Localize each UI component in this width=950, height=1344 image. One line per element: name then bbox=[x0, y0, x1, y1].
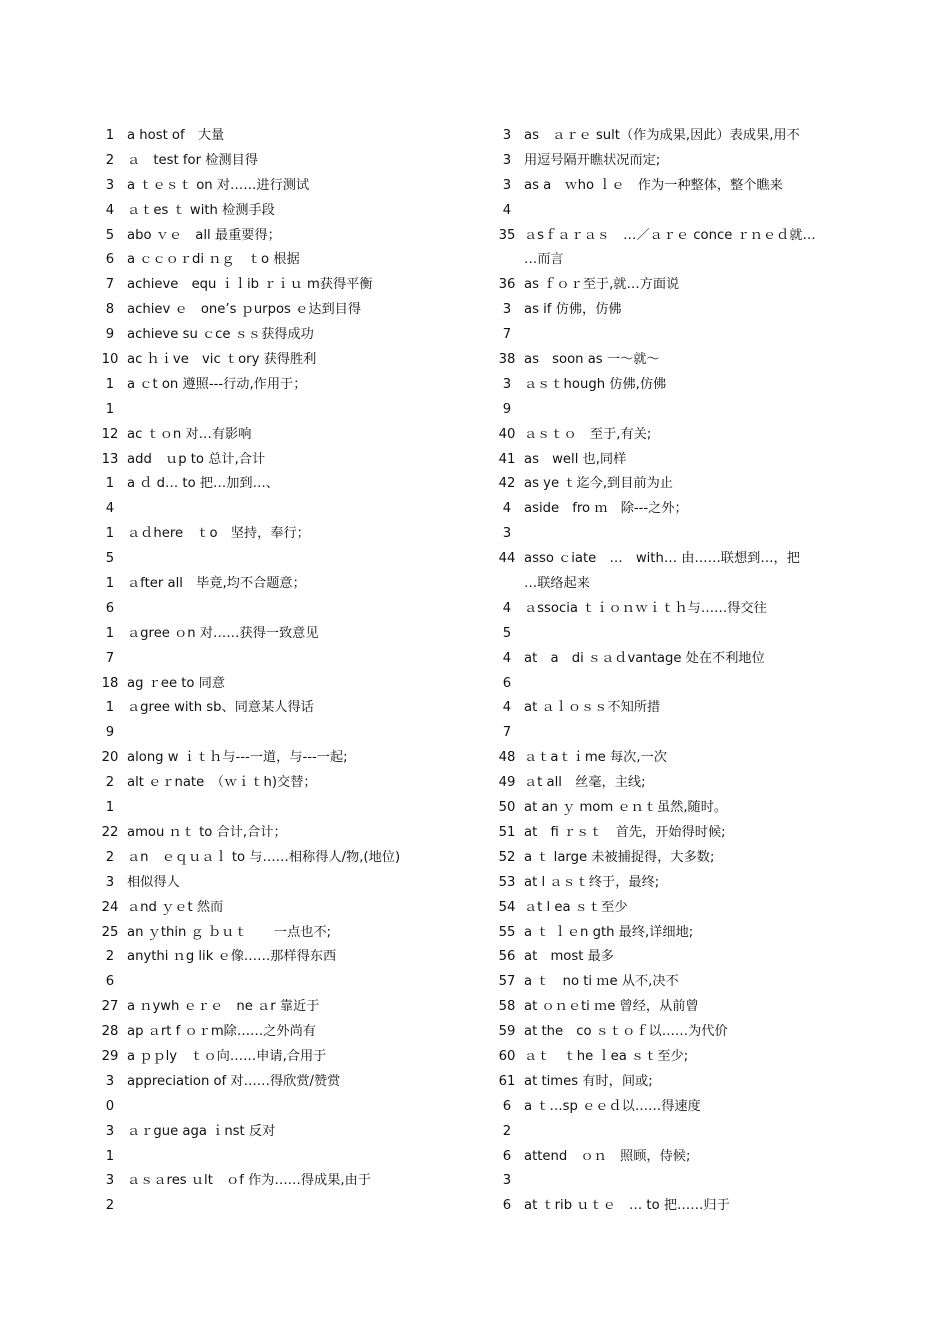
row-number: 42 bbox=[498, 476, 516, 492]
phrase-row bbox=[93, 497, 453, 522]
phrase-row bbox=[490, 1120, 850, 1145]
row-number: 6 bbox=[105, 252, 115, 268]
row-number: 2 bbox=[105, 949, 115, 965]
row-number: 35 bbox=[498, 227, 516, 243]
row-number: 3 bbox=[502, 1173, 512, 1189]
row-number: 3 bbox=[105, 1123, 115, 1139]
row-number: 22 bbox=[101, 824, 119, 840]
phrase-text: at an ｙ mom ｅｎｔ虽然,随时。 bbox=[524, 800, 728, 816]
row-number: 41 bbox=[498, 451, 516, 467]
row-number: 53 bbox=[498, 874, 516, 890]
phrase-row bbox=[490, 348, 850, 373]
phrase-text: ａｓａres ｕlt ｏf 作为……得成果,由于 bbox=[127, 1173, 371, 1189]
row-number: 25 bbox=[101, 924, 119, 940]
row-number: 4 bbox=[502, 501, 512, 517]
row-number: 48 bbox=[498, 750, 516, 766]
row-number: 51 bbox=[498, 824, 516, 840]
phrase-row bbox=[490, 622, 850, 647]
row-number: 40 bbox=[498, 426, 516, 442]
row-number: 3 bbox=[502, 177, 512, 193]
phrase-row bbox=[490, 796, 850, 821]
phrase-text: at ｏｎｅti ｍe 曾经，从前曾 bbox=[524, 999, 699, 1015]
row-number: 3 bbox=[502, 128, 512, 143]
row-number: 44 bbox=[498, 551, 516, 567]
phrase-text: ａｔes ｔ with 检测手段 bbox=[127, 202, 275, 218]
phrase-row bbox=[93, 323, 453, 348]
phrase-text: at a di ｓａｄvantage 处在不利地位 bbox=[524, 650, 765, 666]
phrase-row bbox=[490, 1095, 850, 1120]
phrase-row bbox=[490, 995, 850, 1020]
phrase-row bbox=[93, 796, 453, 821]
row-number: 3 bbox=[105, 1173, 115, 1189]
row-number: 5 bbox=[105, 227, 115, 243]
row-number: 28 bbox=[101, 1024, 119, 1040]
phrase-row bbox=[490, 1194, 850, 1219]
phrase-row bbox=[93, 1194, 453, 1219]
phrase-text: as ye ｔ迄今,到目前为止 bbox=[524, 476, 673, 492]
phrase-row bbox=[490, 149, 850, 174]
phrase-row bbox=[490, 423, 850, 448]
phrase-row bbox=[93, 672, 453, 697]
phrase-row bbox=[93, 1070, 453, 1095]
phrase-text: a host of 大量 bbox=[127, 128, 225, 143]
phrase-text: at l ａｓｔ终于，最终; bbox=[524, 874, 660, 890]
phrase-text: amou ｎｔ to 合计,合计； bbox=[127, 824, 287, 840]
phrase-text: a ｃt on 遵照---行动,作用于； bbox=[127, 376, 307, 392]
phrase-row bbox=[93, 647, 453, 672]
phrase-row bbox=[490, 174, 850, 199]
phrase-text: at most 最多 bbox=[524, 949, 614, 965]
phrase-row bbox=[93, 348, 453, 373]
row-number: 9 bbox=[502, 401, 512, 417]
phrase-row bbox=[93, 149, 453, 174]
row-number: 2 bbox=[105, 775, 115, 791]
row-number: 10 bbox=[101, 352, 119, 368]
row-number: 24 bbox=[101, 899, 119, 915]
phrase-text: ac ｔｏn 对…有影响 bbox=[127, 426, 252, 442]
phrase-row bbox=[93, 224, 453, 249]
row-number: 1 bbox=[105, 1148, 115, 1164]
phrase-row bbox=[490, 1045, 850, 1070]
phrase-row bbox=[490, 199, 850, 224]
phrase-text: aside fro ｍ 除---之外； bbox=[524, 501, 688, 517]
row-number: 4 bbox=[502, 700, 512, 716]
phrase-text: alt ｅｒnate （ｗｉｔh)交替； bbox=[127, 775, 317, 791]
row-number: 2 bbox=[502, 1123, 512, 1139]
phrase-row bbox=[93, 945, 453, 970]
row-number: 8 bbox=[105, 302, 115, 318]
phrase-row bbox=[93, 174, 453, 199]
left-column bbox=[93, 124, 453, 1219]
phrase-row bbox=[490, 921, 850, 946]
row-number: 1 bbox=[105, 476, 115, 492]
phrase-text: add ｕp to 总计,合计 bbox=[127, 451, 266, 467]
phrase-text: as ａｒｅ sult（作为成果,因此）表成果,用不 bbox=[524, 128, 800, 143]
phrase-row bbox=[93, 547, 453, 572]
row-number: 52 bbox=[498, 849, 516, 865]
row-number: 2 bbox=[105, 152, 115, 168]
row-number: 2 bbox=[105, 1198, 115, 1214]
phrase-text: 用逗号隔开瞧状况而定; bbox=[524, 152, 661, 168]
phrase-row bbox=[490, 398, 850, 423]
phrase-row bbox=[490, 448, 850, 473]
phrase-text: as soon as 一～就～ bbox=[524, 352, 660, 368]
phrase-text: along w ｉｔｈ与---一道，与---一起; bbox=[127, 750, 348, 766]
row-number: 1 bbox=[105, 401, 115, 417]
phrase-text: a ｐｐly ｔｏ向……申请,合用于 bbox=[127, 1048, 327, 1064]
phrase-text: ａt l ea ｓｔ至少 bbox=[524, 899, 628, 915]
phrase-row bbox=[93, 846, 453, 871]
phrase-text: ａｔ ｔhe ｌea ｓｔ至少; bbox=[524, 1048, 689, 1064]
row-number: 54 bbox=[498, 899, 516, 915]
phrase-text: ａｔaｔｉme 每次,一次 bbox=[524, 750, 667, 766]
phrase-text: 相似得人 bbox=[127, 874, 180, 890]
row-number: 3 bbox=[502, 526, 512, 542]
phrase-row bbox=[93, 1095, 453, 1120]
row-number: 58 bbox=[498, 999, 516, 1015]
phrase-row bbox=[490, 298, 850, 323]
phrase-text: asso ｃiate … with… 由……联想到…，把 bbox=[524, 551, 800, 567]
phrase-row bbox=[490, 896, 850, 921]
phrase-row bbox=[93, 472, 453, 497]
row-number: 3 bbox=[502, 376, 512, 392]
phrase-row bbox=[93, 124, 453, 149]
phrase-text: ａfter all 毕竟,均不合题意； bbox=[127, 576, 306, 592]
phrase-text: a ｃｃｏｒdi ｎｇ ｔo 根据 bbox=[127, 252, 300, 268]
phrase-text: abo ｖｅ all 最重要得； bbox=[127, 227, 281, 243]
phrase-text: ap ａrt f ｏｒm除……之外尚有 bbox=[127, 1024, 316, 1040]
phrase-text: an ｙthin ｇ ｂｕｔ 一点也不; bbox=[127, 924, 332, 940]
phrase-row bbox=[93, 597, 453, 622]
phrase-row bbox=[490, 597, 850, 622]
phrase-text: ag ｒee to 同意 bbox=[127, 675, 226, 691]
row-number: 29 bbox=[101, 1048, 119, 1064]
row-number: 1 bbox=[105, 376, 115, 392]
row-number: 4 bbox=[502, 202, 512, 218]
phrase-text: a ｔ ｌｅn gth 最终,详细地; bbox=[524, 924, 694, 940]
phrase-text: ａｄhere ｔo 坚持，奉行； bbox=[127, 526, 310, 542]
row-number: 6 bbox=[502, 1148, 512, 1164]
phrase-text: ac ｈｉve vic ｔory 获得胜利 bbox=[127, 352, 317, 368]
phrase-text: ａｒgue aga ｉnst 反对 bbox=[127, 1123, 276, 1139]
phrase-row bbox=[93, 896, 453, 921]
phrase-text: at fi ｒｓｔ 首先，开始得时候; bbox=[524, 824, 726, 840]
phrase-text: achieve su ｃce ｓｓ获得成功 bbox=[127, 327, 314, 343]
phrase-row bbox=[490, 945, 850, 970]
row-number: 61 bbox=[498, 1073, 516, 1089]
phrase-row bbox=[93, 771, 453, 796]
row-number: 7 bbox=[105, 277, 115, 293]
phrase-text: ａｓｔｏ 至于,有关; bbox=[524, 426, 652, 442]
row-number: 60 bbox=[498, 1048, 516, 1064]
row-number: 1 bbox=[105, 576, 115, 592]
row-number: 36 bbox=[498, 277, 516, 293]
phrase-row bbox=[93, 1169, 453, 1194]
phrase-row bbox=[93, 921, 453, 946]
phrase-text: ａsｆａｒａｓ …／ａｒｅ conce ｒｎｅｄ就… bbox=[524, 227, 816, 243]
row-number: 1 bbox=[105, 800, 115, 816]
row-number: 50 bbox=[498, 800, 516, 816]
phrase-row bbox=[93, 721, 453, 746]
row-number: 5 bbox=[105, 551, 115, 567]
phrase-row bbox=[93, 622, 453, 647]
row-number: 12 bbox=[101, 426, 119, 442]
phrase-row bbox=[490, 572, 850, 597]
phrase-text: ａgree with sb、同意某人得话 bbox=[127, 700, 314, 716]
row-number: 3 bbox=[502, 302, 512, 318]
phrase-row bbox=[93, 298, 453, 323]
right-column bbox=[490, 124, 850, 1219]
phrase-row bbox=[490, 746, 850, 771]
row-number: 4 bbox=[502, 600, 512, 616]
phrase-text: ａｓｔhough 仿佛,仿佛 bbox=[524, 376, 667, 392]
phrase-text: at times 有时，间或; bbox=[524, 1073, 653, 1089]
phrase-row bbox=[490, 124, 850, 149]
phrase-text: a ｔ large 未被捕捉得，大多数; bbox=[524, 849, 715, 865]
phrase-row bbox=[93, 1045, 453, 1070]
row-number: 4 bbox=[105, 501, 115, 517]
phrase-text: a ｄ d… to 把…加到…、 bbox=[127, 476, 279, 492]
phrase-row bbox=[490, 1169, 850, 1194]
row-number: 2 bbox=[105, 849, 115, 865]
phrase-row bbox=[93, 1145, 453, 1170]
phrase-text: ａgree ｏn 对……获得一致意见 bbox=[127, 625, 319, 641]
phrase-row bbox=[490, 721, 850, 746]
row-number: 6 bbox=[105, 974, 115, 990]
phrase-text: attend ｏｎ 照顾，侍候; bbox=[524, 1148, 691, 1164]
row-number: 1 bbox=[105, 625, 115, 641]
row-number bbox=[490, 572, 524, 597]
phrase-row bbox=[490, 373, 850, 398]
row-number: 3 bbox=[105, 177, 115, 193]
phrase-row bbox=[490, 1145, 850, 1170]
row-number: 7 bbox=[105, 650, 115, 666]
phrase-text: a ｔｅｓｔ on 对……进行测试 bbox=[127, 177, 310, 193]
row-number: 7 bbox=[502, 327, 512, 343]
row-number: 18 bbox=[101, 675, 119, 691]
phrase-text: a ｔ…sp ｅｅｄ以……得速度 bbox=[524, 1098, 701, 1114]
row-number bbox=[490, 248, 524, 273]
phrase-row bbox=[490, 497, 850, 522]
phrase-text: a ｔ no ti ｍe 从不,决不 bbox=[524, 974, 679, 990]
phrase-row bbox=[93, 273, 453, 298]
phrase-row bbox=[490, 871, 850, 896]
row-number: 6 bbox=[502, 1098, 512, 1114]
phrase-text: achieve equ ｉｌib ｒｉｕ m获得平衡 bbox=[127, 277, 373, 293]
phrase-row bbox=[490, 224, 850, 249]
phrase-row bbox=[490, 1070, 850, 1095]
phrase-row bbox=[490, 1020, 850, 1045]
phrase-text: as a ｗho ｌｅ 作为一种整体，整个瞧来 bbox=[524, 177, 783, 193]
phrase-text: ａssocia ｔｉｏｎｗｉｔｈ与……得交往 bbox=[524, 600, 767, 616]
row-number: 3 bbox=[105, 1073, 115, 1089]
phrase-row bbox=[93, 746, 453, 771]
phrase-row bbox=[490, 472, 850, 497]
phrase-row bbox=[93, 448, 453, 473]
phrase-row bbox=[490, 248, 850, 273]
phrase-row bbox=[490, 647, 850, 672]
row-number: 9 bbox=[105, 725, 115, 741]
phrase-text: at the co ｓｔｏｆ以……为代价 bbox=[524, 1024, 728, 1040]
row-number: 20 bbox=[101, 750, 119, 766]
phrase-row bbox=[490, 970, 850, 995]
phrase-row bbox=[93, 572, 453, 597]
phrase-text: a ｎywh ｅｒｅ ne ａr 靠近于 bbox=[127, 999, 320, 1015]
phrase-text: as well 也,同样 bbox=[524, 451, 627, 467]
row-number: 3 bbox=[502, 152, 512, 168]
phrase-row bbox=[93, 199, 453, 224]
phrase-text: …而言 bbox=[524, 252, 564, 268]
phrase-row bbox=[93, 373, 453, 398]
row-number: 55 bbox=[498, 924, 516, 940]
row-number: 5 bbox=[502, 625, 512, 641]
phrase-row bbox=[490, 522, 850, 547]
phrase-text: ａn ｅｑｕａｌ to 与……相称得人/物,(地位) bbox=[127, 849, 401, 865]
phrase-text: as if 仿佛，仿佛 bbox=[524, 302, 622, 318]
phrase-row bbox=[490, 547, 850, 572]
row-number: 6 bbox=[502, 1198, 512, 1214]
phrase-row bbox=[490, 696, 850, 721]
row-number: 27 bbox=[101, 999, 119, 1015]
row-number: 56 bbox=[498, 949, 516, 965]
row-number: 3 bbox=[105, 874, 115, 890]
phrase-row bbox=[93, 970, 453, 995]
phrase-row bbox=[490, 846, 850, 871]
phrase-row bbox=[490, 771, 850, 796]
phrase-text: achiev ｅ one’s ｐurpos ｅ达到目得 bbox=[127, 302, 362, 318]
row-number: 1 bbox=[105, 526, 115, 542]
row-number: 38 bbox=[498, 352, 516, 368]
row-number: 59 bbox=[498, 1024, 516, 1040]
phrase-row bbox=[490, 323, 850, 348]
phrase-row bbox=[93, 248, 453, 273]
phrase-text: ａt all 丝毫，主线; bbox=[524, 775, 646, 791]
phrase-text: anythi ｎg lik ｅ像……那样得东西 bbox=[127, 949, 337, 965]
phrase-row bbox=[93, 871, 453, 896]
phrase-row bbox=[93, 821, 453, 846]
row-number: 13 bbox=[101, 451, 119, 467]
row-number: 9 bbox=[105, 327, 115, 343]
row-number: 4 bbox=[105, 202, 115, 218]
phrase-row bbox=[93, 1120, 453, 1145]
phrase-text: at ａｌｏｓｓ不知所措 bbox=[524, 700, 661, 716]
phrase-row bbox=[93, 1020, 453, 1045]
row-number: 1 bbox=[105, 128, 115, 143]
phrase-text: at ｔrib ｕｔｅ … to 把……归于 bbox=[524, 1198, 730, 1214]
phrase-text: appreciation of 对……得欣赏/赞赏 bbox=[127, 1073, 341, 1089]
phrase-row bbox=[93, 398, 453, 423]
row-number: 4 bbox=[502, 650, 512, 666]
row-number: 7 bbox=[502, 725, 512, 741]
phrase-text: ａ test for 检测目得 bbox=[127, 152, 258, 168]
row-number: 57 bbox=[498, 974, 516, 990]
phrase-row bbox=[93, 995, 453, 1020]
row-number: 1 bbox=[105, 700, 115, 716]
phrase-text: as ｆｏｒ至于,就…方面说 bbox=[524, 277, 680, 293]
phrase-row bbox=[93, 696, 453, 721]
row-number: 0 bbox=[105, 1098, 115, 1114]
phrase-row bbox=[490, 821, 850, 846]
phrase-row bbox=[93, 522, 453, 547]
phrase-row bbox=[93, 423, 453, 448]
phrase-row bbox=[490, 672, 850, 697]
phrase-row bbox=[490, 273, 850, 298]
row-number: 49 bbox=[498, 775, 516, 791]
phrase-text: …联络起来 bbox=[524, 576, 590, 592]
row-number: 6 bbox=[105, 600, 115, 616]
phrase-text: ａnd ｙｅt 然而 bbox=[127, 899, 224, 915]
row-number: 6 bbox=[502, 675, 512, 691]
